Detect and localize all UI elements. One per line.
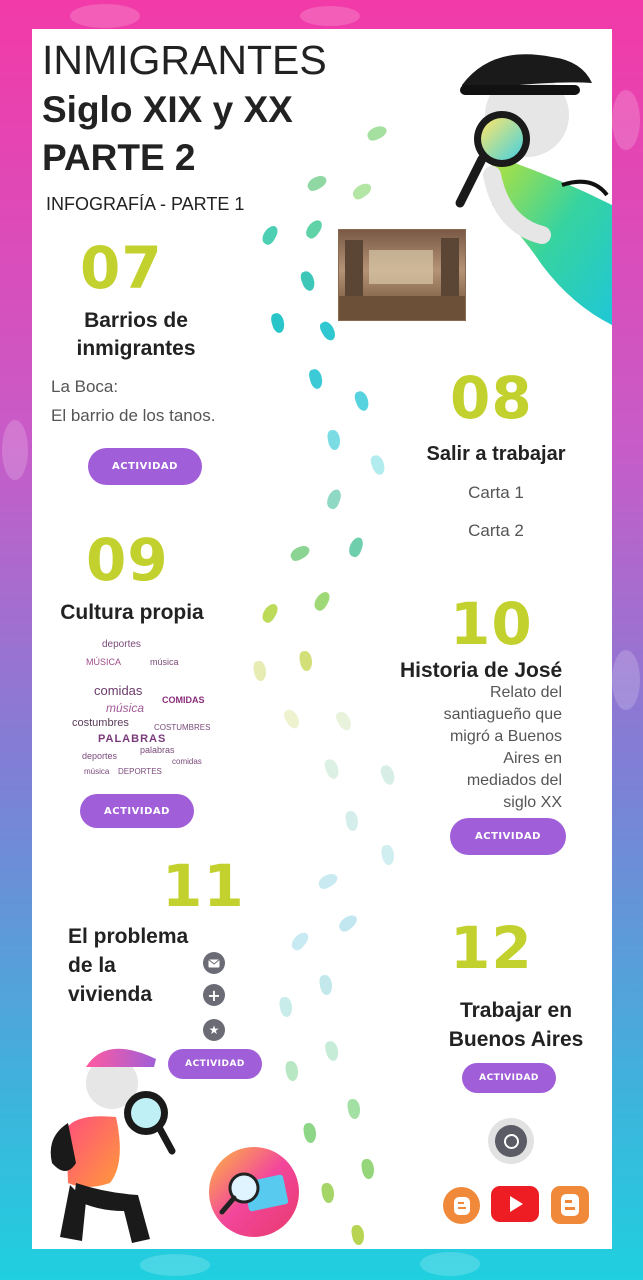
blogger-icon[interactable]	[443, 1187, 480, 1224]
section-11-title-line: de la	[68, 954, 116, 977]
word-cloud-word: COSTUMBRES	[154, 723, 211, 732]
magnifier-logo	[208, 1146, 300, 1238]
section-12-number: 12	[450, 914, 533, 982]
bg-decoration	[420, 1252, 480, 1276]
footprint-icon	[380, 844, 395, 866]
bg-decoration	[140, 1254, 210, 1276]
footprint-icon	[365, 123, 388, 142]
footprint-icon	[347, 536, 365, 559]
footprint-icon	[270, 312, 287, 334]
footprint-icon	[305, 173, 328, 193]
footprint-icon	[316, 871, 339, 891]
section-11-title-line: El problema	[68, 925, 189, 948]
section-11-title-line: vivienda	[68, 983, 153, 1006]
footprint-icon	[350, 1224, 365, 1246]
section-07-activity-button[interactable]: ACTIVIDAD	[88, 448, 202, 485]
star-icon[interactable]: ★	[203, 1019, 225, 1041]
footprint-icon	[299, 270, 317, 293]
section-10-number: 10	[450, 590, 533, 658]
word-cloud-word: comidas	[94, 683, 143, 698]
section-08-number: 08	[450, 364, 533, 432]
section-12-title-line: Buenos Aires	[448, 1028, 584, 1051]
word-cloud-word: costumbres	[72, 717, 129, 729]
section-07-title	[32, 307, 240, 363]
footprint-icon	[308, 368, 325, 390]
section-10-text	[404, 682, 562, 814]
footprint-icon	[360, 1158, 375, 1180]
section-12-title-line: Trabajar en	[459, 999, 573, 1022]
word-cloud-word: PALABRAS	[98, 733, 167, 745]
section-07-title-line: inmigrantes	[76, 337, 196, 360]
page-title-century: Siglo XIX y XX	[42, 89, 293, 130]
section-10-text-line: migró a Buenos	[449, 728, 562, 745]
section-10-title: Historia de José	[400, 659, 563, 682]
footprint-icon	[284, 1060, 299, 1082]
section-10-text-line: Aires en	[503, 750, 562, 767]
word-cloud-word: deportes	[82, 751, 118, 761]
blogger-icon-2[interactable]	[551, 1186, 589, 1224]
word-cloud-word: comidas	[172, 757, 202, 766]
footprint-icon	[289, 929, 311, 952]
footprint-icon	[324, 1040, 341, 1062]
section-11-activity-button[interactable]: ACTIVIDAD	[168, 1049, 262, 1079]
word-cloud-word: música	[106, 701, 145, 715]
section-11-number: 11	[162, 852, 245, 920]
footprint-icon	[326, 429, 341, 451]
footprint-icon	[298, 650, 313, 672]
word-cloud-word: deportes	[102, 639, 141, 650]
footprint-icon	[336, 912, 359, 934]
footprint-icon	[260, 601, 280, 624]
word-cloud-image	[58, 633, 218, 783]
footprint-icon	[302, 1122, 317, 1144]
footprint-icon	[318, 974, 333, 996]
infographic-card	[32, 29, 612, 1249]
youtube-icon[interactable]	[491, 1186, 539, 1222]
bg-decoration	[2, 420, 28, 480]
footprint-icon	[260, 223, 280, 246]
footprint-icon	[278, 996, 293, 1018]
bg-decoration	[300, 6, 360, 26]
carta-1-link[interactable]: Carta 1	[468, 483, 524, 502]
section-12-title	[432, 996, 600, 1054]
section-07-text-line: El barrio de los tanos.	[51, 406, 216, 425]
footprint-icon	[323, 758, 341, 781]
section-10-text-line: mediados del	[466, 772, 562, 789]
footprint-icon	[353, 390, 371, 413]
bg-decoration	[612, 650, 640, 710]
word-cloud-word: música	[150, 657, 179, 667]
detective-illustration-2	[46, 1033, 176, 1247]
section-11-title	[68, 922, 188, 1009]
footprint-icon	[312, 589, 332, 612]
section-10-text-line: santiagueño que	[443, 706, 562, 723]
bg-decoration	[70, 4, 140, 28]
page-title: INMIGRANTES	[42, 37, 327, 83]
section-09-activity-button[interactable]: ACTIVIDAD	[80, 794, 194, 828]
word-cloud-word: palabras	[140, 745, 175, 755]
section-12-activity-button[interactable]: ACTIVIDAD	[462, 1063, 556, 1093]
section-07-title-line: Barrios de	[84, 309, 188, 332]
word-cloud-word: DEPORTES	[118, 767, 162, 776]
section-10-activity-button[interactable]: ACTIVIDAD	[450, 818, 566, 855]
footprint-icon	[334, 709, 354, 732]
section-07-text-line: La Boca:	[51, 377, 119, 396]
chat-icon[interactable]	[488, 1118, 534, 1164]
word-cloud-word: música	[84, 767, 110, 776]
footprint-icon	[252, 660, 267, 682]
word-cloud-word: COMIDAS	[162, 695, 205, 705]
word-cloud-word: MÚSICA	[86, 657, 122, 667]
section-07-text	[51, 372, 215, 430]
section-10-text-line: siglo XX	[503, 794, 562, 811]
section-10-text-line: Relato del	[489, 684, 562, 701]
footprint-icon	[369, 454, 387, 477]
bg-decoration	[612, 90, 640, 150]
page-subtitle: INFOGRAFÍA - PARTE 1	[46, 194, 245, 214]
section-08-title: Salir a trabajar	[426, 443, 566, 465]
footprint-icon	[379, 764, 397, 787]
footprint-icon	[282, 707, 302, 730]
page-title-part: PARTE 2	[42, 137, 196, 178]
footprint-icon	[318, 319, 338, 342]
footprint-icon	[350, 180, 373, 201]
plus-icon[interactable]: +	[203, 984, 225, 1006]
footprint-icon	[344, 810, 359, 832]
section-09-title: Cultura propia	[60, 601, 204, 624]
footprint-icon	[303, 217, 324, 240]
footprint-icon	[320, 1182, 335, 1204]
footprint-icon	[288, 543, 311, 563]
mail-icon[interactable]	[203, 952, 225, 974]
painting-image	[338, 229, 466, 321]
section-09-number: 09	[86, 526, 169, 594]
footprint-icon	[325, 488, 343, 511]
carta-2-link[interactable]: Carta 2	[468, 521, 524, 540]
section-07-number: 07	[80, 234, 163, 302]
footprint-icon	[346, 1098, 361, 1120]
